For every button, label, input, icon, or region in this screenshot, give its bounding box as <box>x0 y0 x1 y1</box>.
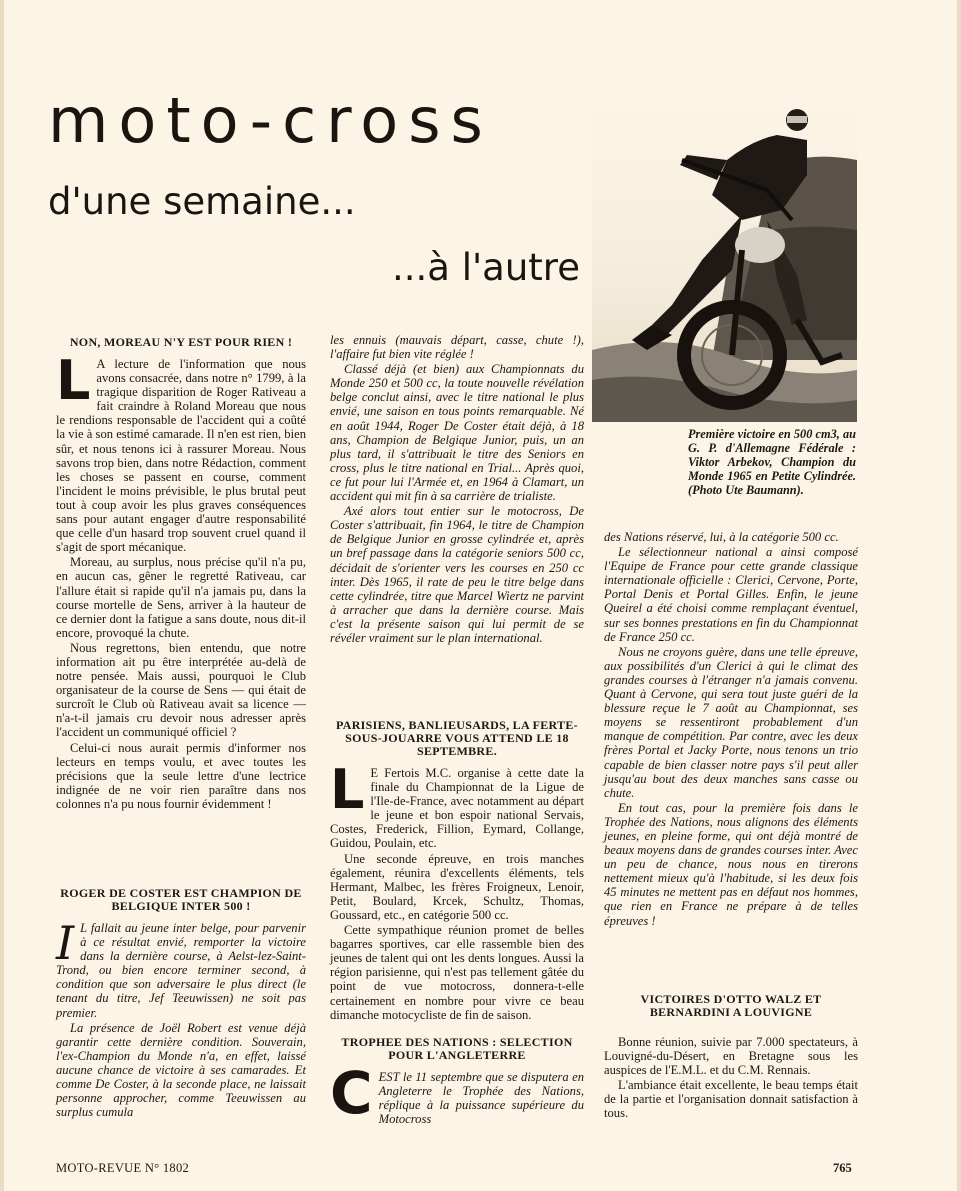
article3-paragraph-3: Cette sympathique réunion promet de belles bagarres sportives, car elle rassemble bien des jeunes de talent qui ont les dents longues. Aussi la région parisienne, qui n'est pas tellement gâtée du point de vue motocross, donnera-t-elle certainement en nombre pour vivre ce beau dimanche motocycliste de fin de saison. <box>330 923 584 1022</box>
headline-subtitle-2: ...à l'autre <box>392 246 580 289</box>
article5-paragraph-1: Bonne réunion, suivie par 7.000 spectateurs, à Louvigné-du-Désert, en Bretagne sous les auspices de l'E.M.L. et du C.M. Rennais. <box>604 1035 858 1078</box>
article2-paragraph-3: les ennuis (mauvais départ, casse, chute !), l'affaire fut bien vite réglée ! <box>330 333 584 362</box>
article1-paragraph-2: Moreau, au surplus, nous précise qu'il n'a pu, en aucun cas, gêner le regretté Rativeau, car l'allure était si rapide qu'il n'a jamais pu, dans la course mortelle de Sens, arriver à la hauteur de ce dernier dont la fatigue a sans doute, nous dit-il encore, provoqué la chute. <box>56 555 306 640</box>
article2-heading: ROGER DE COSTER EST CHAMPION DE BELGIQUE INTER 500 ! <box>60 886 302 913</box>
article4-paragraph-5: En tout cas, pour la première fois dans le Trophée des Nations, nous alignons des éléments jeunes, en pleine forme, qui ont déjà montré de beaux moyens dans de grandes courses inter. Avec un peu de chance, nous nous en tirerons nettement mieux qu'à l'habitude, si les deux fois 45 minutes ne mettent pas en défaut nos hommes, que rien en France ne prépare à de telles épreuves ! <box>604 800 858 928</box>
motocross-rider-photo <box>592 100 857 422</box>
page-edge-right <box>957 0 961 1191</box>
article1-paragraph-1: A lecture de l'information que nous avons consacrée, dans notre n° 1799, à la tragique disparition de Roger Rativeau a fait craindre à Roland Moreau que nous le rendions responsable de l'accident qui a coûté la vie à son estimé camarade. Il n'en est rien, bien sûr, et nous tenons ici à rassurer Moreau. Nous savons trop bien, dans notre Rédaction, comment les choses se passent en course, comment l'incident le moins prévisible, le plus brutal peut tout à coup avoir les plus graves conséquences sans pour autant engager d'autre responsabilité que celle d'un hasard trop souvent cruel quand il s'agit de sport mécanique. <box>56 357 306 555</box>
article1-paragraph-3: Nous regrettons, bien entendu, que notre information ait pu être interprétée au-delà de notre pensée. Mais aussi, pourquoi le Club organisateur de la course de Sens — qui était de surcroît le Club où Rativeau avait sa licence — n'a-t-il jamais cru devoir nous adresser après l'accident un communiqué officiel ? <box>56 640 306 740</box>
article2-paragraph-2: La présence de Joël Robert est venue déjà garantir cette dernière condition. Souverain, l'ex-Champion du Monde n'a, en effet, laissé aucune chance de victoire à ses camarades. Et comme De Coster, à la seconde place, ne laissait personne approcher, comme Teeuwissen au surplus cumula <box>56 1020 306 1120</box>
article3-paragraph-2: Une seconde épreuve, en trois manches également, réunira d'excellents éléments, tels Hermant, Malbec, les frères Froigneux, Lenoir, Petit, Boulard, Krcek, Schultz, Thomas, Goussard, etc., en catégorie 500 cc. <box>330 851 584 922</box>
column-2-lower <box>330 1036 584 1127</box>
article1-heading: NON, MOREAU N'Y EST POUR RIEN ! <box>69 335 293 349</box>
article1-paragraph-4: Celui-ci nous aurait permis d'informer nos lecteurs en temps voulu, et avec toutes les précisions que la seule lettre d'une lectrice indignée de ne voir rien paraître dans nos colonnes n'a pu nous fournir évidemment ! <box>56 740 306 811</box>
article4-paragraph-2: des Nations réservé, lui, à la catégorie 500 cc. <box>604 530 839 544</box>
article2-dropcap: I <box>56 916 75 970</box>
article2-paragraph-1: L fallait au jeune inter belge, pour parvenir à ce résultat envié, remporter la victoire dans la dernière course, à Aelst-lez-Saint-Trond, ou bien encore terminer second, à condition que son adversaire le plus direct (le tenant du titre, Jef Teeuwissen) ne soit pas premier. <box>56 921 306 1020</box>
article4-paragraph-1: EST le 11 septembre que se disputera en Angleterre le Trophée des Nations, réplique à la puissance supérieure du Motocross <box>378 1070 584 1127</box>
column-2 <box>330 333 584 646</box>
headline-subtitle-1: d'une semaine... <box>48 180 356 223</box>
column-2-middle <box>330 719 584 1023</box>
article1-dropcap: L <box>56 349 91 412</box>
article5-paragraph-2: L'ambiance était excellente, le beau temps était de la partie et l'organisation donnait satisfaction à tous. <box>604 1078 858 1121</box>
page-edge-left <box>0 0 4 1191</box>
article4-paragraph-3: Le sélectionneur national a ainsi composé l'Equipe de France pour cette grande classique internationale officielle : Clerici, Cervone, Porte, Portal Denis et Portal Gilles. Enfin, le jeune Queirel a été choisi comme remplaçant éventuel, sur ses bonnes prestations en fin du Championnat de France 250 cc. <box>604 545 858 644</box>
article3-paragraph-1: E Fertois M.C. organise à cette date la finale du Championnat de la Ligue de l'Ile-de-France, avec notamment au départ le jeune et bon espoir national Servais, Costes, Frederick, Fillion, Eymard, Collange, Guidou, Poulain, etc. <box>330 766 584 851</box>
article3-heading: PARISIENS, BANLIEUSARDS, LA FERTE-SOUS-JOUARRE VOUS ATTEND LE 18 SEPTEMBRE. <box>336 718 578 758</box>
article2-paragraph-4: Classé déjà (et bien) aux Championnats du Monde 250 et 500 cc, la toute nouvelle révélation belge conclut ainsi, avec le titre national le plus envié, une saison en tous points remarquable. Né en août 1944, Roger De Coster était déjà, à 18 ans, Champion de Belgique Junior, puis, un an plus tard, il s'attribuait le titre des Seniors en cross, plus le titre national en Trial... Après quoi, ce fut pour lui l'Armée et, en 1964 à Clamart, un accident qui mit fin à sa carrière de trialiste. <box>330 362 584 504</box>
column-3-lower <box>604 993 858 1122</box>
article3-dropcap: L <box>330 758 365 821</box>
article2-paragraph-5: Axé alors tout entier sur le motocross, De Coster s'attribuait, fin 1964, le titre de Champion de Belgique Junior en grosse cylindrée et, après un bref passage dans la catégorie seniors 500 cc, décidait de s'orienter vers les courses en 250 cc inter. Dès 1965, il rate de peu le titre belge dans cette cylindrée, titre que Marcel Wiertz ne parvint à arracher que dans la dernière course. Mais c'est la présente saison qui lui permit de se révéler vraiment sur le plan international. <box>330 504 584 645</box>
article4-dropcap: C <box>330 1059 373 1127</box>
photo-caption: Première victoire en 500 cm3, au G. P. d'Allemagne Fédérale : Viktor Arbekov, Champion du Monde 1965 en Petite Cylindrée. (Photo Ute Baumann). <box>688 427 856 497</box>
column-3 <box>604 530 858 929</box>
footer-page-number: 765 <box>833 1161 852 1175</box>
column-1 <box>56 336 306 812</box>
footer-magazine-issue: MOTO-REVUE N° 1802 <box>56 1161 190 1175</box>
article4-heading: TROPHEE DES NATIONS : SELECTION POUR L'ANGLETERRE <box>341 1035 573 1062</box>
column-1-lower <box>56 887 306 1120</box>
article5-heading: VICTOIRES D'OTTO WALZ ET BERNARDINI A LOUVIGNE <box>640 992 822 1019</box>
headline-moto-cross: moto-cross <box>48 84 493 157</box>
article4-paragraph-4: Nous ne croyons guère, dans une telle épreuve, aux possibilités d'un Clerici à qui le climat des grandes courses à l'étranger n'a jamais convenu. Quant à Cervone, qui sera tout juste guéri de la blessure reçue le 7 août au Championnat, ses moyens se ressentiront probablement d'un manque de compétition. Par contre, avec les deux frères Portal et Jacky Porte, nous tenons un trio capable de bien classer notre pays s'il peut aller jusqu'au bout des deux manches sans casse ou chute. <box>604 644 858 800</box>
